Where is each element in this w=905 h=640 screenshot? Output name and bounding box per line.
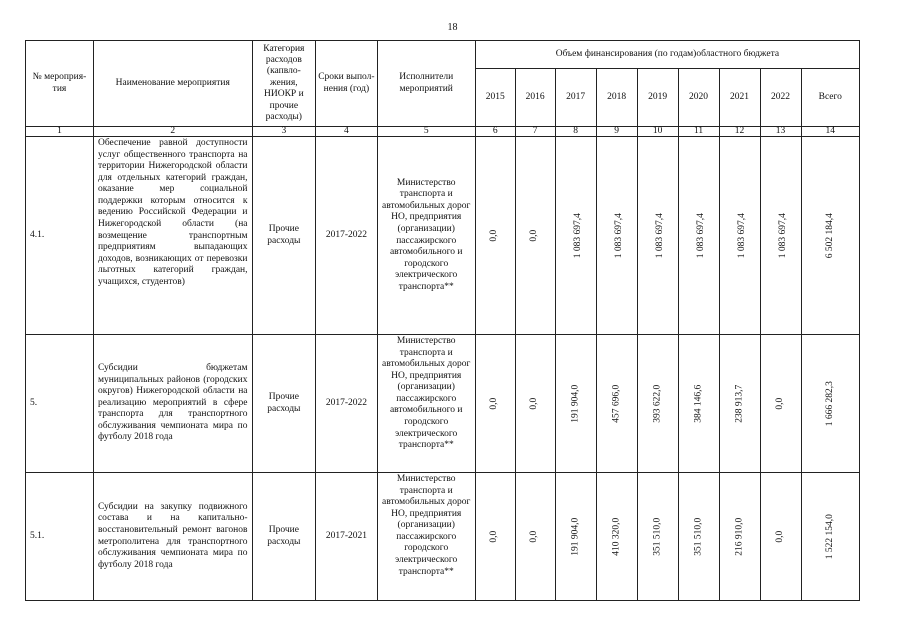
header-year: 2016	[515, 69, 555, 127]
header-name: Наименование мероприятия	[93, 41, 252, 127]
header-year: 2022	[760, 69, 801, 127]
column-number: 8	[555, 127, 596, 137]
value-cell	[719, 473, 760, 601]
column-number: 14	[801, 127, 859, 137]
value-cell	[596, 137, 637, 335]
value-cell	[678, 335, 719, 473]
header-year: 2017	[555, 69, 596, 127]
header-year: 2015	[475, 69, 515, 127]
table-row	[26, 473, 860, 601]
value-cell	[801, 137, 859, 335]
header-financing: Объем финансирования (по годам)областного бюджета	[475, 41, 859, 69]
value-2016: 0,0	[529, 229, 540, 242]
value-2020: 351 510,0	[692, 517, 703, 556]
value-2017: 1 083 697,4	[572, 212, 583, 259]
value-2021: 238 913,7	[733, 384, 744, 423]
column-number: 5	[377, 127, 475, 137]
value-total: 1 522 154,0	[824, 513, 835, 560]
column-number: 6	[475, 127, 515, 137]
value-2020: 1 083 697,4	[695, 212, 706, 259]
value-cell	[475, 473, 515, 601]
value-2015: 0,0	[489, 229, 500, 242]
column-number: 7	[515, 127, 555, 137]
value-cell	[719, 137, 760, 335]
value-cell	[801, 473, 859, 601]
value-cell	[596, 473, 637, 601]
column-number: 1	[26, 127, 94, 137]
value-2017: 191 904,0	[569, 517, 580, 556]
value-2022: 1 083 697,4	[777, 212, 788, 259]
row-number: 5.1.	[26, 473, 94, 601]
value-2016: 0,0	[529, 530, 540, 543]
column-numbers-row	[26, 127, 860, 137]
table-row	[26, 137, 860, 335]
value-total: 6 502 184,4	[824, 212, 835, 259]
value-cell	[760, 473, 801, 601]
value-cell	[801, 335, 859, 473]
column-number: 2	[93, 127, 252, 137]
column-number: 10	[637, 127, 678, 137]
value-cell	[678, 137, 719, 335]
value-2015: 0,0	[489, 397, 500, 410]
value-2018: 1 083 697,4	[613, 212, 624, 259]
value-cell	[515, 473, 555, 601]
value-cell	[475, 137, 515, 335]
header-period: Сроки выпол-нения (год)	[316, 41, 377, 127]
header-total: Всего	[801, 69, 859, 127]
header-year: 2021	[719, 69, 760, 127]
value-2017: 191 904,0	[569, 384, 580, 423]
row-period: 2017-2022	[316, 335, 377, 473]
column-number: 4	[316, 127, 377, 137]
column-number: 3	[252, 127, 316, 137]
row-executors: Министерство транспорта и автомобильных дорог НО, предприятия (организации) пассажирского автомобильного и городского электрического транспорта**	[377, 335, 475, 473]
column-number: 13	[760, 127, 801, 137]
row-name: Обеспечение равной доступности услуг общественного транспорта на территории Нижегородской области для отдельных категорий граждан, оказание мер социальной поддержки которым относится к ведению Российской Федерации и Нижегородской области (на возмещение транспортным предприятиям выпадающих доходов, возникающих от перевозки льготных категорий граждан, учащихся, студентов)	[93, 137, 252, 335]
value-cell	[760, 335, 801, 473]
page-number: 18	[447, 22, 458, 33]
value-2018: 410 320,0	[610, 517, 621, 556]
value-cell	[760, 137, 801, 335]
header-year: 2018	[596, 69, 637, 127]
value-2021: 216 910,0	[733, 517, 744, 556]
value-cell	[475, 335, 515, 473]
header-number: № мероприя-тия	[26, 41, 94, 127]
value-total: 1 666 282,3	[824, 380, 835, 427]
header-category: Категория расходов (капвло-жения, НИОКР и прочие расходы)	[252, 41, 316, 127]
row-executors: Министерство транспорта и автомобильных дорог НО, предприятия (организации) пассажирского автомобильного и городского электрического транспорта**	[377, 137, 475, 335]
value-2021: 1 083 697,4	[736, 212, 747, 259]
value-cell	[637, 137, 678, 335]
value-2016: 0,0	[529, 397, 540, 410]
value-2020: 384 146,6	[692, 384, 703, 423]
column-number: 12	[719, 127, 760, 137]
value-2015: 0,0	[489, 530, 500, 543]
row-category: Прочие расходы	[252, 335, 316, 473]
row-category: Прочие расходы	[252, 137, 316, 335]
row-executors: Министерство транспорта и автомобильных дорог НО, предприятия (организации) пассажирского городского электрического транспорта**	[377, 473, 475, 601]
financing-table	[25, 40, 860, 601]
value-2022: 0,0	[774, 397, 785, 410]
row-number: 5.	[26, 335, 94, 473]
value-cell	[515, 335, 555, 473]
value-cell	[719, 335, 760, 473]
value-2019: 393 622,0	[651, 384, 662, 423]
header-executors: Исполнители мероприятий	[377, 41, 475, 127]
value-2022: 0,0	[774, 530, 785, 543]
row-category: Прочие расходы	[252, 473, 316, 601]
column-number: 11	[678, 127, 719, 137]
value-cell	[678, 473, 719, 601]
table-row	[26, 335, 860, 473]
value-2019: 1 083 697,4	[654, 212, 665, 259]
value-cell	[555, 137, 596, 335]
header-year: 2020	[678, 69, 719, 127]
column-number: 9	[596, 127, 637, 137]
value-cell	[555, 473, 596, 601]
value-cell	[637, 335, 678, 473]
row-period: 2017-2021	[316, 473, 377, 601]
header-year: 2019	[637, 69, 678, 127]
value-cell	[515, 137, 555, 335]
row-name: Субсидии бюджетам муниципальных районов (городских округов) Нижегородской области на реализацию мероприятий в сфере транспорта для транспортного обслуживания чемпионата мира по футболу 2018 года	[93, 335, 252, 473]
value-cell	[637, 473, 678, 601]
value-2019: 351 510,0	[651, 517, 662, 556]
value-cell	[555, 335, 596, 473]
row-period: 2017-2022	[316, 137, 377, 335]
row-name: Субсидии на закупку подвижного состава и на капитально-восстановительный ремонт вагонов метрополитена для транспортного обслуживания чемпионата мира по футболу 2018 года	[93, 473, 252, 601]
value-2018: 457 696,0	[610, 384, 621, 423]
value-cell	[596, 335, 637, 473]
row-number: 4.1.	[26, 137, 94, 335]
